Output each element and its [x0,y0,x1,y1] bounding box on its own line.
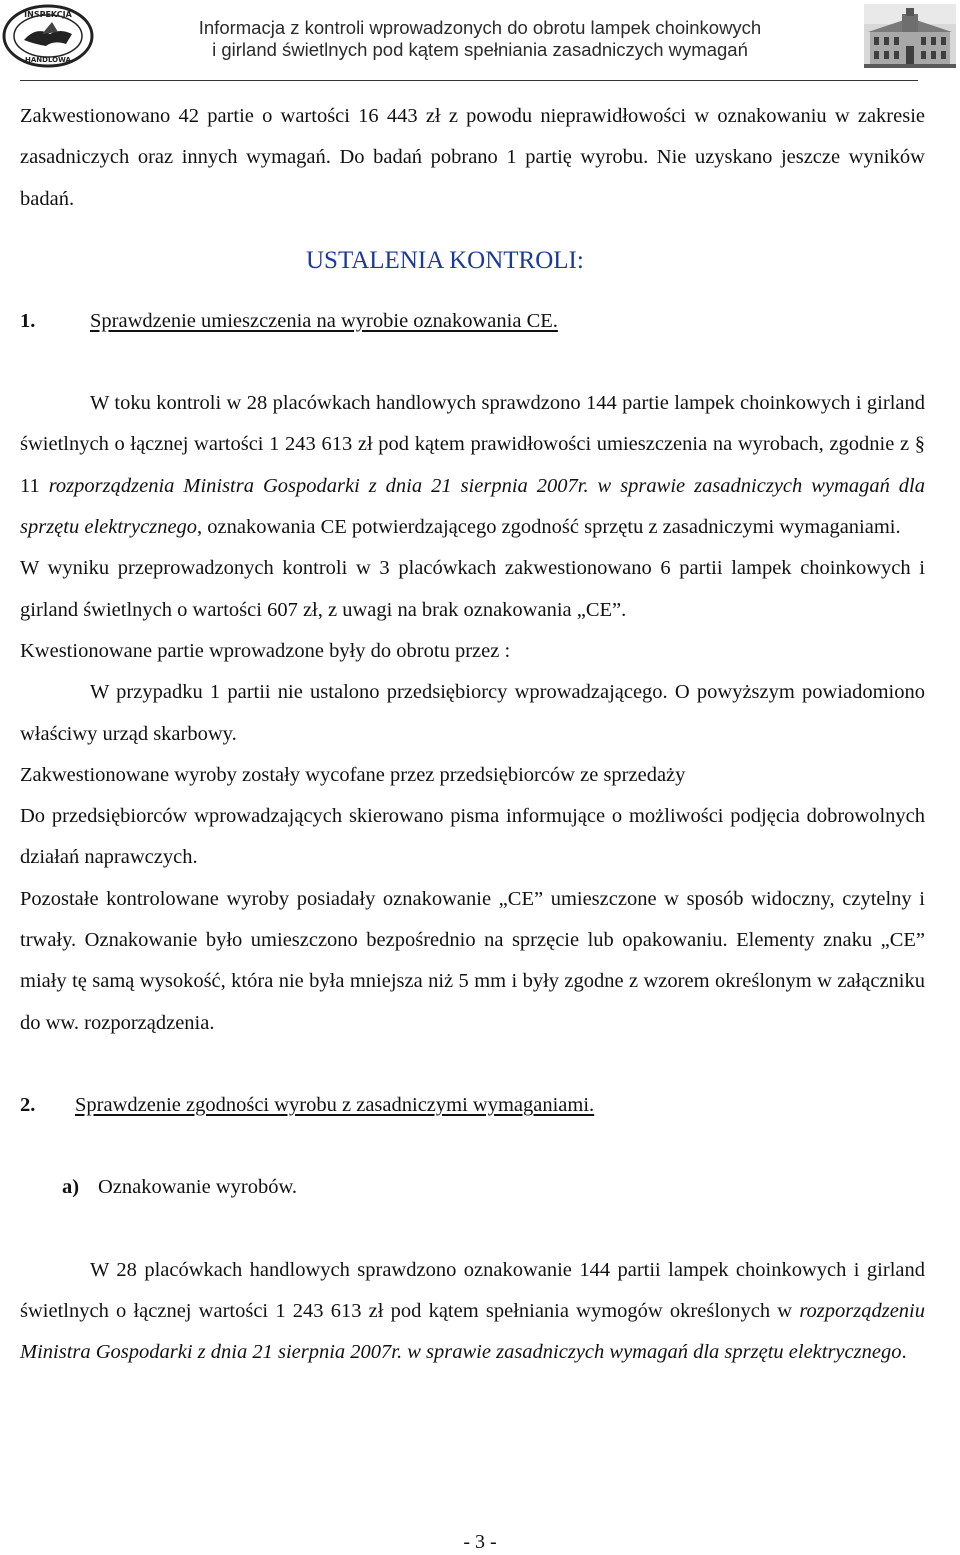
subitem-a-letter: a) [62,1176,80,1199]
paragraph-results: W wyniku przeprowadzonych kontroli w 3 placówkach zakwestionowano 6 partii lampek choinkowych i girland świetlnych o wartości 607 zł, z uwagi na brak oznakowania „CE”. [20,557,925,621]
intro-paragraph: Zakwestionowano 42 partie o wartości 16 443 zł z powodu nieprawidłowości w oznakowaniu w zakresie zasadniczych oraz innych wymagań. Do badań pobrano 1 partię wyrobu. Nie uzyskano jeszcze wyników badań. [20,105,925,210]
header-title [100,17,860,61]
svg-text:HANDLOWA: HANDLOWA [25,56,71,64]
header-title-line-1: Informacja z kontroli wprowadzonych do obrotu lampek choinkowych [198,17,762,38]
paragraph-introduced-by: Kwestionowane partie wprowadzone były do obrotu przez : [20,639,511,662]
header-title-line-2: i girland świetlnych pod kątem spełniania zasadniczych wymagań [212,39,748,60]
paragraph-text: . [901,1341,907,1364]
paragraph-withdrawn: Zakwestionowane wyroby zostały wycofane przez przedsiębiorców ze sprzedaży [20,763,686,786]
page-header [0,0,960,82]
subitem-a-heading [20,1167,925,1208]
header-divider [20,80,918,81]
inspekcja-handlowa-logo-icon [2,4,94,68]
building-photo-icon [864,4,956,68]
page-number: - 3 - [463,1531,497,1553]
subitem-a-title: Oznakowanie wyrobów. [98,1176,298,1199]
paragraph-ce-marking-check [20,383,925,548]
paragraph-text: W 28 placówkach handlowych sprawdzono oznakowanie 144 partii lampek choinkowych i girland świetlnych o łącznej wartości 1 243 613 zł pod kątem spełniania wymogów określonych w [20,1258,925,1322]
document-body [20,96,925,1373]
regulation-reference: rozporządzenia Ministra Gospodarki z dnia 21 sierpnia 2007r. w sprawie zasadniczych wymagań dla sprzętu elektrycznego [20,474,925,539]
item-2-title: Sprawdzenie zgodności wyrobu z zasadniczymi wymaganiami. [75,1093,595,1116]
paragraph-text: W toku kontroli w 28 placówkach handlowych sprawdzono 144 partie lampek choinkowych i girland świetlnych o łącznej wartości 1 243 613 zł pod kątem prawidłowości umieszczenia na wyrobach, zgodnie z § 11 [20,392,925,497]
item-1-number: 1. [20,309,36,332]
section-heading: USTALENIA KONTROLI: [306,246,584,274]
paragraph-text: , oznakowania CE potwierdzającego zgodność sprzętu z zasadniczymi wymaganiami. [197,516,901,539]
paragraph-letters: Do przedsiębiorców wprowadzających skierowano pisma informujące o możliwości podjęcia dobrowolnych działań naprawczych. [20,805,925,869]
item-1-heading [20,301,925,342]
item-2-number: 2. [20,1093,36,1116]
paragraph-other-products: Pozostałe kontrolowane wyroby posiadały oznakowanie „CE” umieszczone w sposób widoczny, czytelny i trwały. Oznakowanie było umieszczono bezpośrednio na sprzęcie lub opakowaniu. Elementy znaku „CE” miały tę samą wysokość, która nie była mniejsza niż 5 mm i były zgodne z wzorem określonym w załączniku do ww. rozporządzenia. [20,887,925,1034]
item-1-title: Sprawdzenie umieszczenia na wyrobie oznakowania CE. [90,309,558,332]
paragraph-marking-check [20,1250,925,1374]
paragraph-tax-office: W przypadku 1 partii nie ustalono przedsiębiorcy wprowadzającego. O powyższym powiadomiono właściwy urząd skarbowy. [20,681,925,745]
svg-text:INSPEKCJA: INSPEKCJA [24,10,72,19]
regulation-reference: rozporządzeniu Ministra Gospodarki z dnia 21 sierpnia 2007r. w sprawie zasadniczych wymagań dla sprzętu elektrycznego [20,1299,925,1364]
item-2-heading [20,1085,925,1126]
